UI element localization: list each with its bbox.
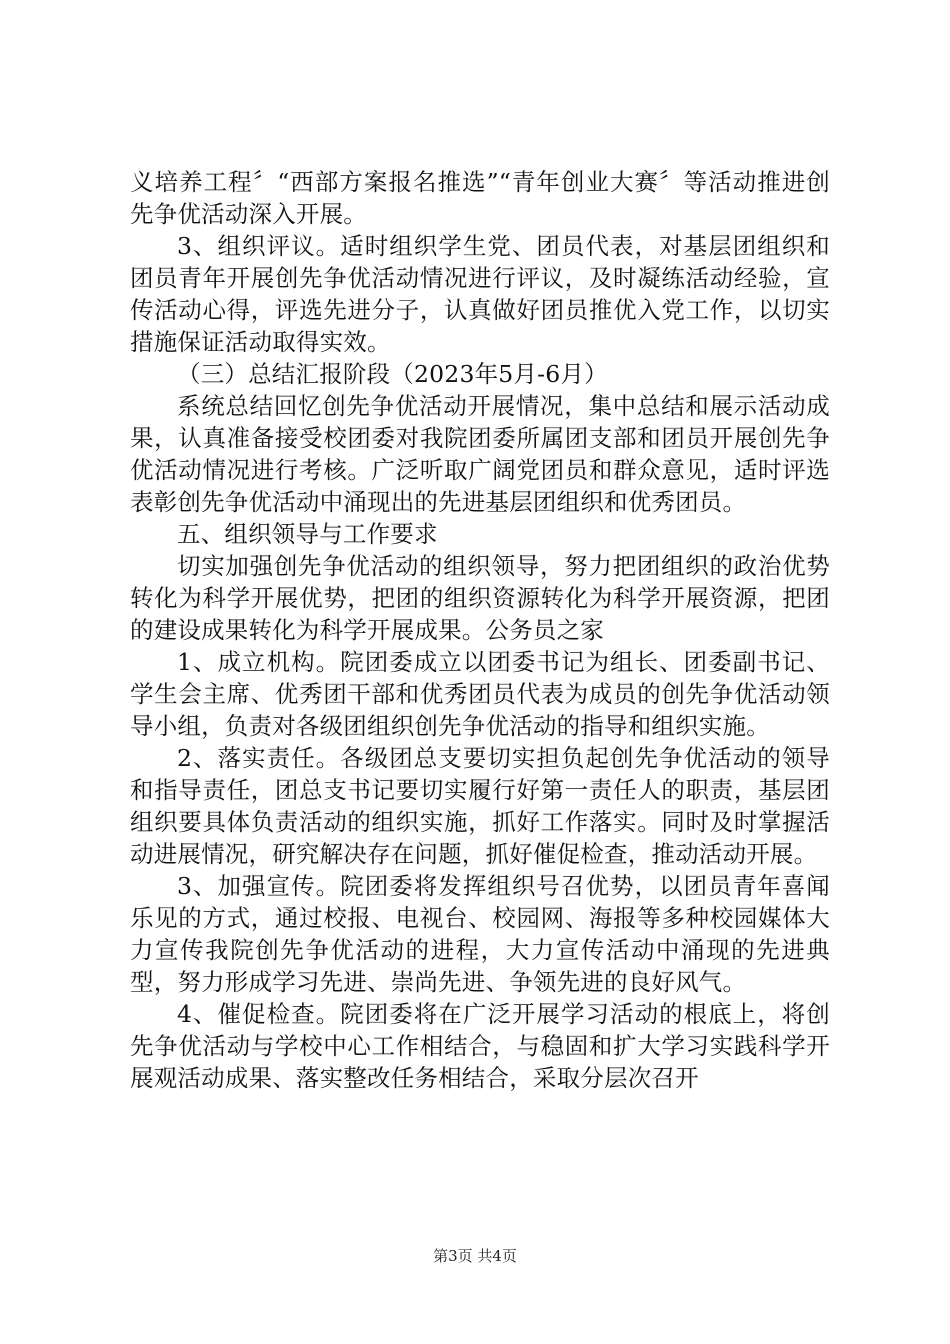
paragraph-organize-review: 3、组织评议。适时组织学生党、团员代表，对基层团组织和团员青年开展创先争优活动情况进行评议，及时凝练活动经验，宣传活动心得，评选先进分子，认真做好团员推优入党工作，以切实措施保证活动取得实效。 [130, 232, 830, 356]
page-footer [0, 1246, 950, 1266]
section-heading-summary-stage: （三）总结汇报阶段（2023年5月-6月） [177, 360, 608, 388]
section-heading-leadership: 五、组织领导与工作要求 [177, 520, 438, 548]
paragraph-establish-body: 1、成立机构。院团委成立以团委书记为组长、团委副书记、学生会主席、优秀团干部和优秀团员代表为成员的创先争优活动领导小组，负责对各级团组织创先争优活动的指导和组织实施。 [130, 648, 830, 740]
paragraph-implement-responsibility: 2、落实责任。各级团总支要切实担负起创先争优活动的领导和指导责任，团总支书记要切实履行好第一责任人的职责，基层团组织要具体负责活动的组织实施，抓好工作落实。同时及时掌握活动进展情况，研究解决存在问题，抓好催促检查，推动活动开展。 [130, 744, 830, 868]
page-number-label: 第3页 共4页 [433, 1247, 517, 1265]
paragraph-summary: 系统总结回忆创先争优活动开展情况，集中总结和展示活动成果，认真准备接受校团委对我院团委所属团支部和团员开展创先争优活动情况进行考核。广泛听取广阔党团员和群众意见，适时评选表彰创先争优活动中涌现出的先进基层团组织和优秀团员。 [130, 392, 830, 516]
paragraph-publicity: 3、加强宣传。院团委将发挥组织号召优势，以团员青年喜闻乐见的方式，通过校报、电视台、校园网、海报等多种校园媒体大力宣传我院创先争优活动的进程，大力宣传活动中涌现的先进典型，努力形成学习先进、崇尚先进、争领先进的良好风气。 [130, 872, 830, 996]
paragraph-inspection: 4、催促检查。院团委将在广泛开展学习活动的根底上，将创先争优活动与学校中心工作相结合，与稳固和扩大学习实践科学开展观活动成果、落实整改任务相结合，采取分层次召开 [130, 1000, 830, 1092]
paragraph-continuation: 义培养工程〞“西部方案报名推选”“青年创业大赛〞等活动推进创先争优活动深入开展。 [130, 168, 830, 228]
document-body [130, 166, 830, 1094]
paragraph-leadership-intro: 切实加强创先争优活动的组织领导，努力把团组织的政治优势转化为科学开展优势，把团的组织资源转化为科学开展资源，把团的建设成果转化为科学开展成果。公务员之家 [130, 552, 830, 644]
